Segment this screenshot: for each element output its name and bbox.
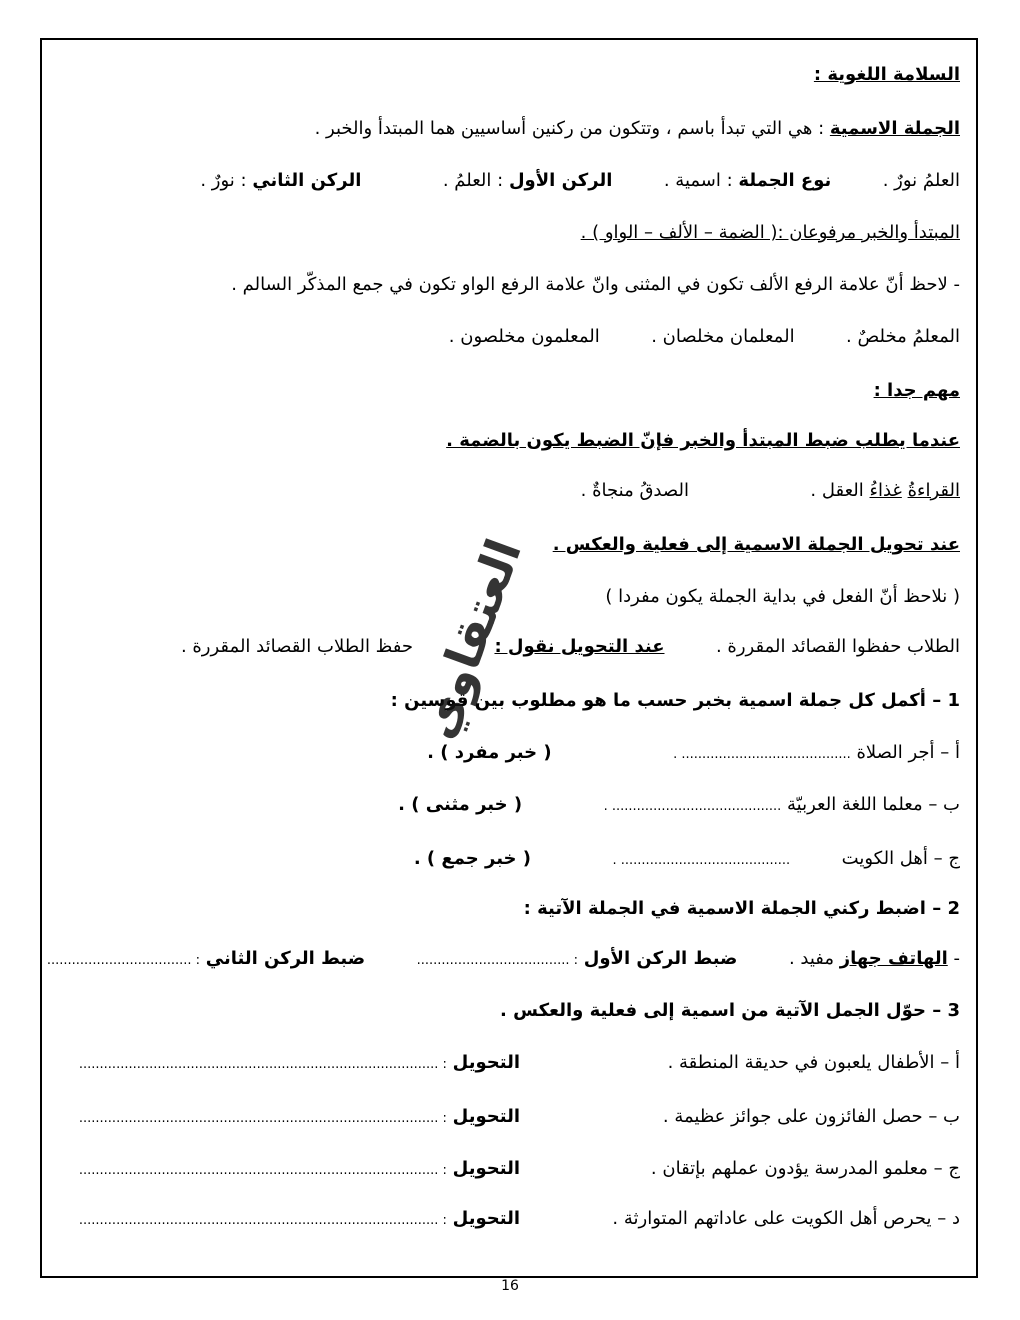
q3-title: 3 – حوّل الجمل الآتية من اسمية إلى فعلية والعكس . [500,1000,960,1021]
q2-sentence-rest: مفيد . [788,948,835,969]
examples2-line [449,324,960,350]
answer-blank[interactable]: : ..................................... [416,953,578,968]
example2-item: المعلمون مخلصون . [448,326,600,347]
watermark: العتقاوي [409,531,533,747]
example2-item: المعلمُ مخلصٌ . [846,326,960,347]
q2-sentence-line [47,946,960,974]
q2-dash: - [953,948,960,969]
example2-item: المعلمان مخلصان . [651,326,795,347]
q1-title: 1 – أكمل كل جملة اسمية بخبر حسب ما هو مطلوب بين قوسين : [390,690,960,711]
q1-item-hint: ( خبر مفرد ) . [427,742,552,763]
q3-item-text: د – يحرص أهل الكويت على عاداتهم المتوارثة . [612,1208,960,1229]
q2-first-label: ضبط الركن الأول [583,948,738,969]
q1-item [398,792,960,820]
q3-label: التحويل [452,1208,520,1229]
q3-answer [79,1156,520,1184]
section-heading: السلامة اللغوية : [813,64,960,85]
answer-blank[interactable]: ......................................... . [612,853,791,868]
q2-title: 2 – اضبط ركني الجملة الاسمية في الجملة الآتية : [523,898,960,919]
q3-answer [79,1050,520,1078]
example1-first-value: : العلمُ . [442,170,504,191]
q3-answer [79,1206,520,1234]
q3-item-text: أ – الأطفال يلعبون في حديقة المنطقة . [667,1052,960,1073]
q2-second-label: ضبط الركن الثاني [205,948,366,969]
answer-blank[interactable]: : ....................................................................................... [78,1163,447,1178]
q1-item-text: أ – أجر الصلاة [856,742,960,763]
q3-item-text: ب – حصل الفائزون على جوائز عظيمة . [662,1106,960,1127]
answer-blank[interactable]: : ....................................................................................... [78,1213,447,1228]
rule2-line: عند تحويل الجملة الاسمية إلى فعلية والعكس . [552,534,960,555]
example3-sentence: الصدقُ منجاةٌ . [580,480,689,501]
example3-word: القراءةُ [907,480,960,501]
q1-item-text: ب – معلما اللغة العربيّة [787,794,960,815]
q3-label: التحويل [452,1106,520,1127]
rule2-note: ( نلاحظ أنّ الفعل في بداية الجملة يكون مفردا ) [605,586,960,607]
answer-blank[interactable]: : ....................................................................................... [78,1111,447,1126]
example1-type-value: : اسمية . [663,170,733,191]
example1-second-label: الركن الثاني [252,170,362,191]
transform-source: الطلاب حفظوا القصائد المقررة . [715,636,960,657]
q1-item-hint: ( خبر مثنى ) . [398,794,523,815]
q3-label: التحويل [452,1158,520,1179]
examples3-line [581,478,960,504]
q2-sentence-bold: الهاتف جهاز [839,948,948,969]
example1-sentence: العلمُ نورٌ . [882,170,960,191]
answer-blank[interactable]: : ................................... [46,953,201,968]
q3-item [612,1206,960,1232]
q3-item [663,1104,960,1130]
example3-word: العقل . [810,480,864,501]
important-heading: مهم جدا : [873,380,960,401]
answer-blank[interactable]: : ....................................................................................... [78,1057,447,1072]
q3-answer [79,1104,520,1132]
note-line: - لاحظ أنّ علامة الرفع الألف تكون في المثنى وانّ علامة الرفع الواو تكون في جمع المذكّر السالم . [231,274,960,295]
definition-term: الجملة الاسمية [829,118,960,139]
q1-item-text: ج – أهل الكويت [841,848,960,869]
definition-text: : هي التي تبدأ باسم ، وتتكون من ركنين أساسيين هما المبتدأ والخبر . [314,118,825,139]
answer-blank[interactable]: ......................................... . [603,799,782,814]
q3-item [668,1050,960,1076]
q1-item [414,846,960,874]
answer-blank[interactable]: ......................................... . [673,747,851,762]
example1-type-label: نوع الجملة [738,170,832,191]
example3-word: غذاءُ [869,480,902,501]
definition-line [315,116,960,142]
q3-item-text: ج – معلمو المدرسة يؤدون عملهم بإتقان . [650,1158,960,1179]
page-number: 16 [501,1278,519,1294]
example1-line [200,168,960,194]
rule1-line: عندما يطلب ضبط المبتدأ والخبر فإنّ الضبط يكون بالضمة . [446,430,960,451]
q3-label: التحويل [452,1052,520,1073]
transform-result: حفظ الطلاب القصائد المقررة . [180,636,413,657]
transform-label: عند التحويل نقول : [494,636,665,657]
marfu-line: المبتدأ والخبر مرفوعان :( الضمة – الألف – الواو ) . [580,222,960,243]
example1-second-value: : نورٌ . [200,170,247,191]
q3-item [651,1156,960,1182]
example1-first-label: الركن الأول [508,170,613,191]
q1-item-hint: ( خبر جمع ) . [413,848,532,869]
